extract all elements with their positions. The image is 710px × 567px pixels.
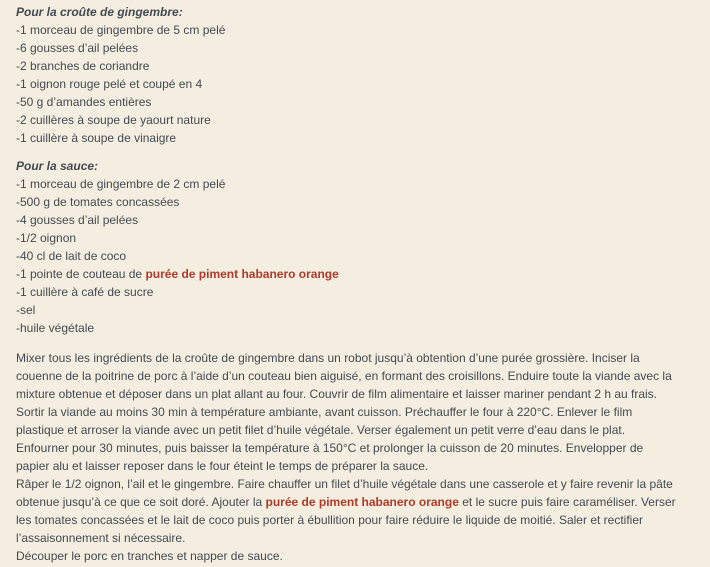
method-line: mixture obtenue et déposer dans un plat allant au four. Couvrir de film alimentaire et laisser mariner pendant 2 h au frais. <box>16 387 658 401</box>
sauce-heading: Pour la sauce: <box>16 159 99 173</box>
crust-ingredient: -1 morceau de gingembre de 5 cm pelé <box>16 23 226 37</box>
method-line: Découper le porc en tranches et napper de sauce. <box>16 549 283 563</box>
sauce-ingredient: -1 morceau de gingembre de 2 cm pelé <box>16 177 226 191</box>
ingredient-text: -1 pointe de couteau de <box>16 267 146 281</box>
crust-section <box>16 3 710 147</box>
crust-ingredient: -2 branches de coriandre <box>16 59 150 73</box>
recipe-page <box>0 3 710 567</box>
section-spacer <box>16 147 710 157</box>
sauce-ingredient: -1/2 oignon <box>16 231 77 245</box>
sauce-ingredient: -4 gousses d’ail pelées <box>16 213 139 227</box>
sauce-ingredient-with-link <box>16 265 710 283</box>
crust-ingredient: -2 cuillères à soupe de yaourt nature <box>16 113 211 127</box>
method-line: les tomates concassées et le lait de coco puis porter à ébullition pour faire réduire le liquide de moitié. Saler et rectifier <box>16 513 643 527</box>
sauce-ingredient: -1 cuillère à café de sucre <box>16 285 154 299</box>
method-line-with-link <box>16 493 710 511</box>
method-text: obtenue jusqu’à ce que ce soit doré. Ajouter la <box>16 495 266 509</box>
habanero-puree-link[interactable]: purée de piment habanero orange <box>265 495 459 509</box>
method-text: et le sucre puis faire caraméliser. Verser <box>458 495 676 509</box>
sauce-ingredient: -40 cl de lait de coco <box>16 249 127 263</box>
sauce-ingredient: -500 g de tomates concassées <box>16 195 180 209</box>
crust-ingredient: -1 oignon rouge pelé et coupé en 4 <box>16 77 203 91</box>
crust-heading: Pour la croûte de gingembre: <box>16 5 183 19</box>
method-line: plastique et arroser la viande avec un petit filet d’huile végétale. Verser également un petit verre d’eau dans le plat. <box>16 423 626 437</box>
method-line: Sortir la viande au moins 30 min à température ambiante, avant cuisson. Préchauffer le four à 220°C. Enlever le film <box>16 405 633 419</box>
method-line: couenne de la poitrine de porc à l’aide d’un couteau bien aiguisé, en formant des croisillons. Enduire toute la viande avec la <box>16 369 672 383</box>
sauce-ingredient: -sel <box>16 303 36 317</box>
method-line: Mixer tous les ingrédients de la croûte de gingembre dans un robot jusqu’à obtention d’une purée grossière. Inciser la <box>16 351 640 365</box>
crust-ingredient: -50 g d’amandes entières <box>16 95 152 109</box>
crust-ingredient: -6 gousses d’ail pelées <box>16 41 139 55</box>
method-line: Râper le 1/2 oignon, l’ail et le gingembre. Faire chauffer un filet d’huile végétale dans une casserole et y faire revenir la pâte <box>16 477 673 491</box>
crust-ingredient: -1 cuillère à soupe de vinaigre <box>16 131 177 145</box>
method-line: Enfourner pour 30 minutes, puis baisser la température à 150°C et prolonger la cuisson de 20 minutes. Envelopper de <box>16 441 644 455</box>
method-line: papier alu et laisser reposer dans le four éteint le temps de préparer la sauce. <box>16 459 429 473</box>
sauce-ingredient: -huile végétale <box>16 321 95 335</box>
method-line: l’assaisonnement si nécessaire. <box>16 531 186 545</box>
method-section <box>16 349 710 565</box>
habanero-puree-link[interactable]: purée de piment habanero orange <box>145 267 339 281</box>
section-spacer <box>16 337 710 349</box>
sauce-section <box>16 157 710 337</box>
